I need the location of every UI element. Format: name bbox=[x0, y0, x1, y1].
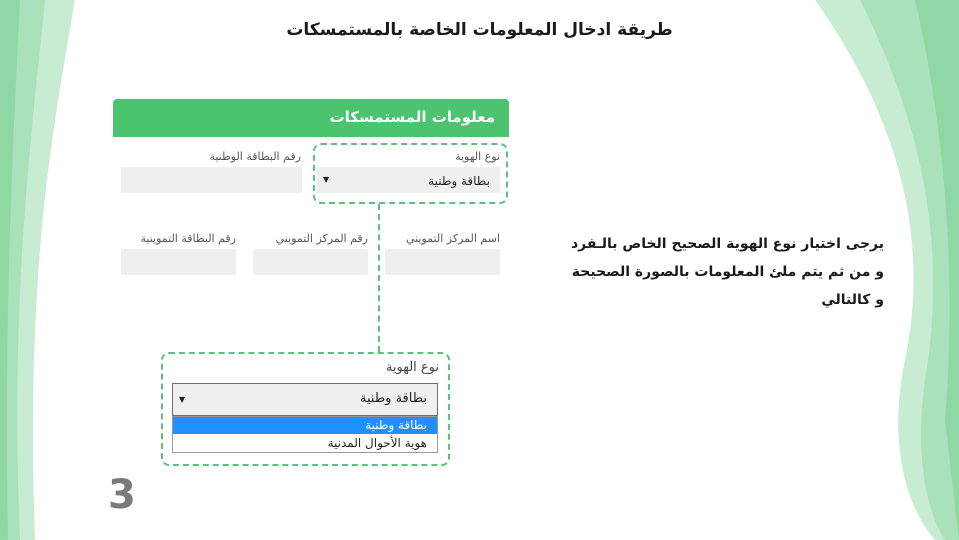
national-card-number-label: رقم البطاقة الوطنية bbox=[209, 150, 301, 163]
option-national-card[interactable]: بطاقة وطنية bbox=[173, 417, 437, 434]
zoom-id-type-select[interactable] bbox=[172, 383, 438, 416]
page-number: 3 bbox=[108, 472, 136, 518]
ration-center-number-label: رقم المركز التمويني bbox=[275, 232, 368, 245]
id-type-label: نوع الهوية bbox=[455, 150, 500, 163]
highlight-box-small bbox=[313, 143, 508, 204]
ration-card-number-label: رقم البطاقة التموينية bbox=[140, 232, 236, 245]
page-title: طريقة ادخال المعلومات الخاصة بالمستمسكات bbox=[286, 20, 673, 40]
panel-header-title: معلومات المستمسكات bbox=[329, 108, 495, 126]
ration-card-number-input[interactable] bbox=[121, 249, 236, 275]
instruction-line-3: و كالتالي bbox=[821, 292, 884, 308]
connector-line bbox=[378, 204, 380, 352]
instruction-line-2: و من ثم يتم ملئ المعلومات بالصورة الصحيحة bbox=[571, 264, 884, 280]
dropdown-arrow-icon: ▼ bbox=[323, 175, 330, 184]
zoom-selected-value: بطاقة وطنية bbox=[360, 391, 427, 406]
instruction-line-1: يرجى اختيار نوع الهوية الصحيح الخاص بالـفرد bbox=[570, 236, 884, 252]
panel-header bbox=[113, 99, 509, 137]
dropdown-options-list bbox=[172, 416, 438, 453]
id-type-selected: بطاقة وطنية bbox=[428, 174, 490, 188]
instruction-text bbox=[504, 230, 884, 314]
ration-center-name-label: اسم المركز التمويني bbox=[405, 232, 500, 245]
ration-center-number-input[interactable] bbox=[253, 249, 368, 275]
dropdown-arrow-icon: ▼ bbox=[179, 395, 186, 404]
national-card-number-input[interactable] bbox=[121, 167, 302, 193]
zoom-id-type-label: نوع الهوية bbox=[385, 360, 439, 375]
ration-center-name-input[interactable] bbox=[385, 249, 500, 275]
option-civil-status-id[interactable]: هوية الأحوال المدنية bbox=[327, 436, 427, 450]
